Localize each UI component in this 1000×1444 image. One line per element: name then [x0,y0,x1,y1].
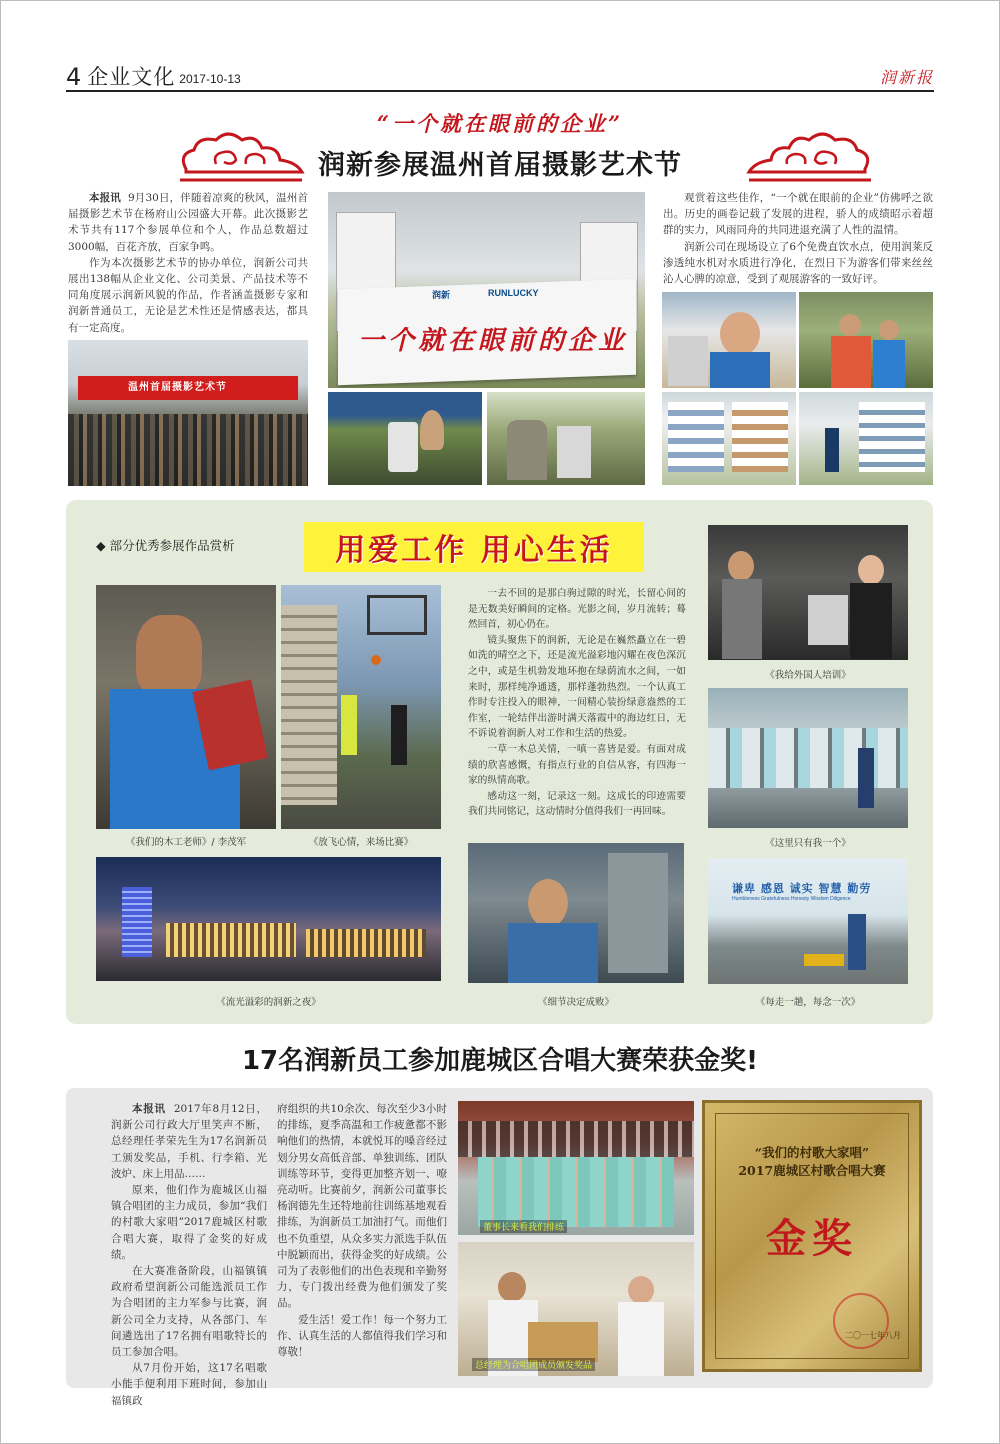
caption-training: 《我给外国人培训》 [765,670,851,681]
gallery-essay [468,586,686,820]
plaque-line2: 2017鹿城区村歌合唱大赛 [738,1163,886,1178]
photo-woodwork-teacher [96,585,276,829]
caption-machinist: 《细节决定成败》 [537,997,614,1008]
article2-col1-p2: 原来，他们作为鹿城区山福镇合唱团的主力成员，参加“我们的村歌大家唱”2017鹿城区村歌合唱大赛，取得了金奖的好成绩。 [111,1184,267,1261]
gallery-slogan: 用爱工作 用心生活 [304,522,644,572]
issue-date: 2017-10-13 [179,72,241,86]
article2-col1-p3: 在大赛准备阶段，山福镇镇政府希望润新公司能选派员工作为合唱团的主力军参与比赛，润新公司全力支持，从各部门、车间遴选出了17名拥有唱歌特长的员工参加合唱。 [111,1265,267,1359]
sign-brand-en: RUNLUCKY [488,288,539,298]
article1-col1 [68,190,308,336]
photo-opening-ceremony [68,340,308,486]
photo-machines [708,688,908,828]
wall-slogan: 谦卑 感恩 诚实 智慧 勤劳 [732,882,872,895]
plaque-date: 二〇一七年八月 [845,1331,901,1340]
page-number: 4 [66,63,82,91]
article1-col1-p2: 作为本次摄影艺术节的协办单位，润新公司共展出138幅从企业文化、公司美景、产品技术等不同角度展示润新风貌的作品，作者涵盖摄影专家和润新普通员工，无论是艺术性还是情感表达，都具有一定高度。 [68,256,308,334]
article1-col3-p1: 观赏着这些佳作，“一个就在眼前的企业”仿佛呼之欲出。历史的画卷记载了发展的进程，骄人的成绩昭示着超群的实力，风雨同舟的共同进退充满了人性的温情。 [663,192,933,237]
sign-brand: 润新 [432,291,451,301]
photo-award-ceremony [458,1242,694,1376]
photo-night-campus [96,857,441,981]
gold-award-plaque [702,1100,922,1372]
masthead [66,62,934,92]
caption-basketball: 《放飞心情，来场比赛》 [308,837,414,848]
photo-choir-rehearsal [458,1101,694,1235]
sign-slogan: 一个就在眼前的企业 [358,326,629,356]
article2-headline: 17名润新员工参加鹿城区合唱大赛荣获金奖! [241,1046,759,1076]
article1-kicker: “一个就在眼前的企业” [376,111,624,136]
plaque-award: 金奖 [766,1215,858,1262]
photo-warehouse [708,858,908,984]
caption-night-campus: 《流光溢彩的润新之夜》 [216,997,321,1008]
essay-p4: 感动这一刻，记录这一刻。这成长的印迹需要我们共同铭记，这动情时分值得我们一再回味。 [468,790,686,818]
article1-headline: 润新参展温州首届摄影艺术节 [318,150,682,181]
caption-warehouse: 《每走一趟，每念一次》 [755,997,861,1008]
article2-col1 [111,1101,267,1409]
caption-woodwork: 《我们的木工老师》/ 李茂军 [125,837,247,848]
photo-tag-award: 总经理为合唱团成员颁发奖品 [472,1358,595,1371]
photo-machinist [468,843,684,983]
photo-visitors-group [799,292,933,388]
article2-col2 [277,1101,447,1360]
wall-slogan-en: Humbleness Gratefulness Honesty Wisdom Diligence [732,896,851,902]
article2-col2-p2: 爱生活！爱工作！每一个努力工作、认真生活的人都值得我们学习和尊敬！ [277,1313,447,1359]
banner-text: 温州首届摄影艺术节 [128,382,227,393]
photo-visitor-drinking [328,392,482,485]
article1-byline: 本报讯 [89,192,121,204]
caption-machines: 《这里只有我一个》 [765,838,851,849]
photo-exhibition-walk [799,392,933,485]
article1-col3 [663,190,933,287]
paper-name: 润新报 [879,68,934,87]
article1-col3-p2: 润新公司在现场设立了6个免费直饮水点，使用润莱反渗透纯水机对水质进行净化，在烈日下为游客们带来丝丝沁人心脾的凉意，受到了观展游客的一致好评。 [663,240,933,286]
plaque-line1: “我们的村歌大家唱” [754,1145,870,1160]
article1-col1-p1: 9月30日，伴随着凉爽的秋风，温州首届摄影艺术节在杨府山公园盛大开幕。此次摄影艺术节共有117个参展单位和个人，作品总数超过3000幅，百花齐放，百家争鸣。 [68,192,308,253]
photo-basketball [281,585,441,829]
article2-col1-p4: 从7月份开始，这17名唱歌小能手便利用下班时间，参加山福镇政 [111,1362,267,1407]
essay-p2: 镜头聚焦下的润新，无论是在巍然矗立在一碧如洗的晴空之下，还是流光溢彩地闪耀在夜色深沉之中，或是生机勃发地环抱在绿荫流水之间，一如来时，那样纯净通透，那样蓬勃热烈。一个认真工作时专注投入的眼神，一间精心装扮绿意盎然的工作室，一轮结伴出游时满天落霞中的海边红日，无不诉说着润新人对工作和生活的热爱。 [468,634,686,740]
essay-p1: 一去不回的是那白驹过隙的时光，长留心间的是无数美好瞬间的定格。光影之间，岁月流转；蓦然回首，初心仍在。 [468,588,686,631]
article2-byline: 本报讯 [132,1103,166,1115]
photo-child-drinking [662,292,796,388]
photo-tag-rehearsal: 董事长来看我们排练 [480,1220,567,1233]
article2-col1-p1: 2017年8月12日，润新公司行政大厅里笑声不断，总经理任孝荣先生为17名润新员工颁发奖品，手机、行李箱、光波炉、床上用品…… [111,1103,267,1180]
gallery-heading: ◆ 部分优秀参展作品赏析 [96,538,235,553]
photo-exhibition-boards [662,392,796,485]
photo-exhibition-sign [328,192,645,388]
photo-training-foreigners [708,525,908,660]
essay-p3: 一草一木总关情，一嗔一喜皆是爱。有面对成绩的欣喜感慨，有指点行业的自信从容，有四海一家的纵情高歌。 [468,743,686,787]
section-name: 企业文化 [87,65,176,89]
photo-elderly-drinking [487,392,645,485]
article2-col2-p1: 府组织的共10余次、每次至少3小时的排练，夏季高温和工作疲惫都不影响他们的热情，本就悦耳的嗓音经过划分男女高低音部、单独训练、团队训练等环节，变得更加整齐划一、嘹亮动听。比赛前夕，润新公司董事长杨润德先生还特地前往训练基地观看排练，为润新员工加油打气。而他们也不负重望，从众多实力派选手队伍中脱颖而出，获得金奖的好成绩。公司为了表彰他们的出色表现和辛勤努力，专门拨出经费为他们颁发了奖品。 [277,1103,447,1310]
